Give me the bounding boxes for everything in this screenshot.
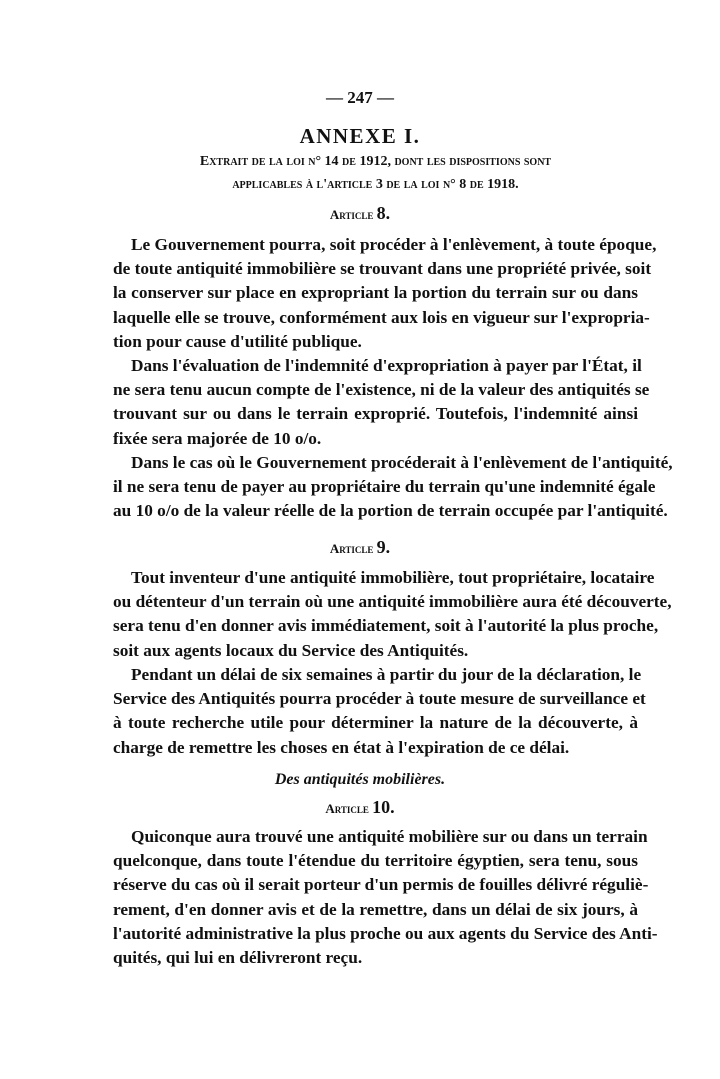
paragraph-line: ne sera tenu aucun compte de l'existence, ni de la valeur des antiquités se xyxy=(113,380,650,400)
paragraph-line: au 10 o/o de la valeur réelle de la portion de terrain occupée par l'antiquité. xyxy=(113,501,668,521)
paragraph-line: il ne sera tenu de payer au propriétaire du terrain qu'une indemnité égale xyxy=(113,477,656,497)
subtitle-line: applicables à l'article 3 de la loi n° 8 de 1918. xyxy=(232,177,519,192)
paragraph-line: sera tenu d'en donner avis immédiatement, soit à l'autorité la plus proche, xyxy=(113,616,659,636)
annex-heading: ANNEXE I. xyxy=(299,124,421,148)
paragraph-line: quelconque, dans toute l'étendue du territoire égyptien, sera tenu, sous xyxy=(113,851,638,871)
paragraph-line: ou détenteur d'un terrain où une antiquité immobilière aura été découverte, xyxy=(113,592,672,612)
subtitle-line: Extrait de la loi n° 14 de 1912, dont les dispositions sont xyxy=(199,154,552,169)
paragraph-line: charge de remettre les choses en état à l'expiration de ce délai. xyxy=(113,737,570,757)
paragraph-line: la conserver sur place en expropriant la portion du terrain sur ou dans xyxy=(113,283,638,303)
article-8-heading xyxy=(0,203,720,224)
paragraph-line: Quiconque aura trouvé une antiquité mobilière sur ou dans un terrain xyxy=(131,827,648,846)
paragraph-line: trouvant sur ou dans le terrain exproprié. Toutefois, l'indemnité ainsi xyxy=(113,404,638,424)
page-number: — 247 — xyxy=(326,88,394,107)
article-9-heading xyxy=(0,537,720,558)
article-label: Article xyxy=(325,801,369,816)
paragraph-line: laquelle elle se trouve, conformément aux lois en vigueur sur l'expropria- xyxy=(113,307,650,327)
paragraph-line: quités, qui lui en délivreront reçu. xyxy=(113,948,363,967)
paragraph-line: l'autorité administrative la plus proche ou aux agents du Service des Anti- xyxy=(113,923,658,943)
paragraph-line: soit aux agents locaux du Service des Antiquités. xyxy=(113,640,469,660)
paragraph-line: réserve du cas où il serait porteur d'un permis de fouilles délivré réguliè- xyxy=(113,875,649,895)
paragraph-line: Tout inventeur d'une antiquité immobilière, tout propriétaire, locataire xyxy=(131,568,655,587)
article-number: 9. xyxy=(376,537,391,557)
article-10-heading xyxy=(0,797,720,818)
paragraph-line: de toute antiquité immobilière se trouvant dans une propriété privée, soit xyxy=(113,259,652,279)
article-number: 8. xyxy=(376,203,391,223)
paragraph-line: fixée sera majorée de 10 o/o. xyxy=(113,428,322,448)
paragraph-line: tion pour cause d'utilité publique. xyxy=(113,331,362,351)
paragraph-line: Le Gouvernement pourra, soit procéder à l'enlèvement, à toute époque, xyxy=(131,235,657,254)
paragraph-line: Dans le cas où le Gouvernement procéderait à l'enlèvement de l'antiquité, xyxy=(131,453,673,472)
paragraph-line: Pendant un délai de six semaines à partir du jour de la déclaration, le xyxy=(131,665,642,684)
paragraph-line: Service des Antiquités pourra procéder à toute mesure de surveillance et xyxy=(113,689,646,709)
article-label: Article xyxy=(329,541,374,556)
article-number: 10. xyxy=(372,797,395,817)
paragraph-line: à toute recherche utile pour déterminer la nature de la découverte, à xyxy=(113,713,638,733)
article-label: Article xyxy=(329,207,374,222)
paragraph-line: Dans l'évaluation de l'indemnité d'expropriation à payer par l'État, il xyxy=(131,356,642,375)
paragraph-line: rement, d'en donner avis et de la remettre, dans un délai de six jours, à xyxy=(113,899,638,919)
section-heading: Des antiquités mobilières. xyxy=(274,771,446,788)
